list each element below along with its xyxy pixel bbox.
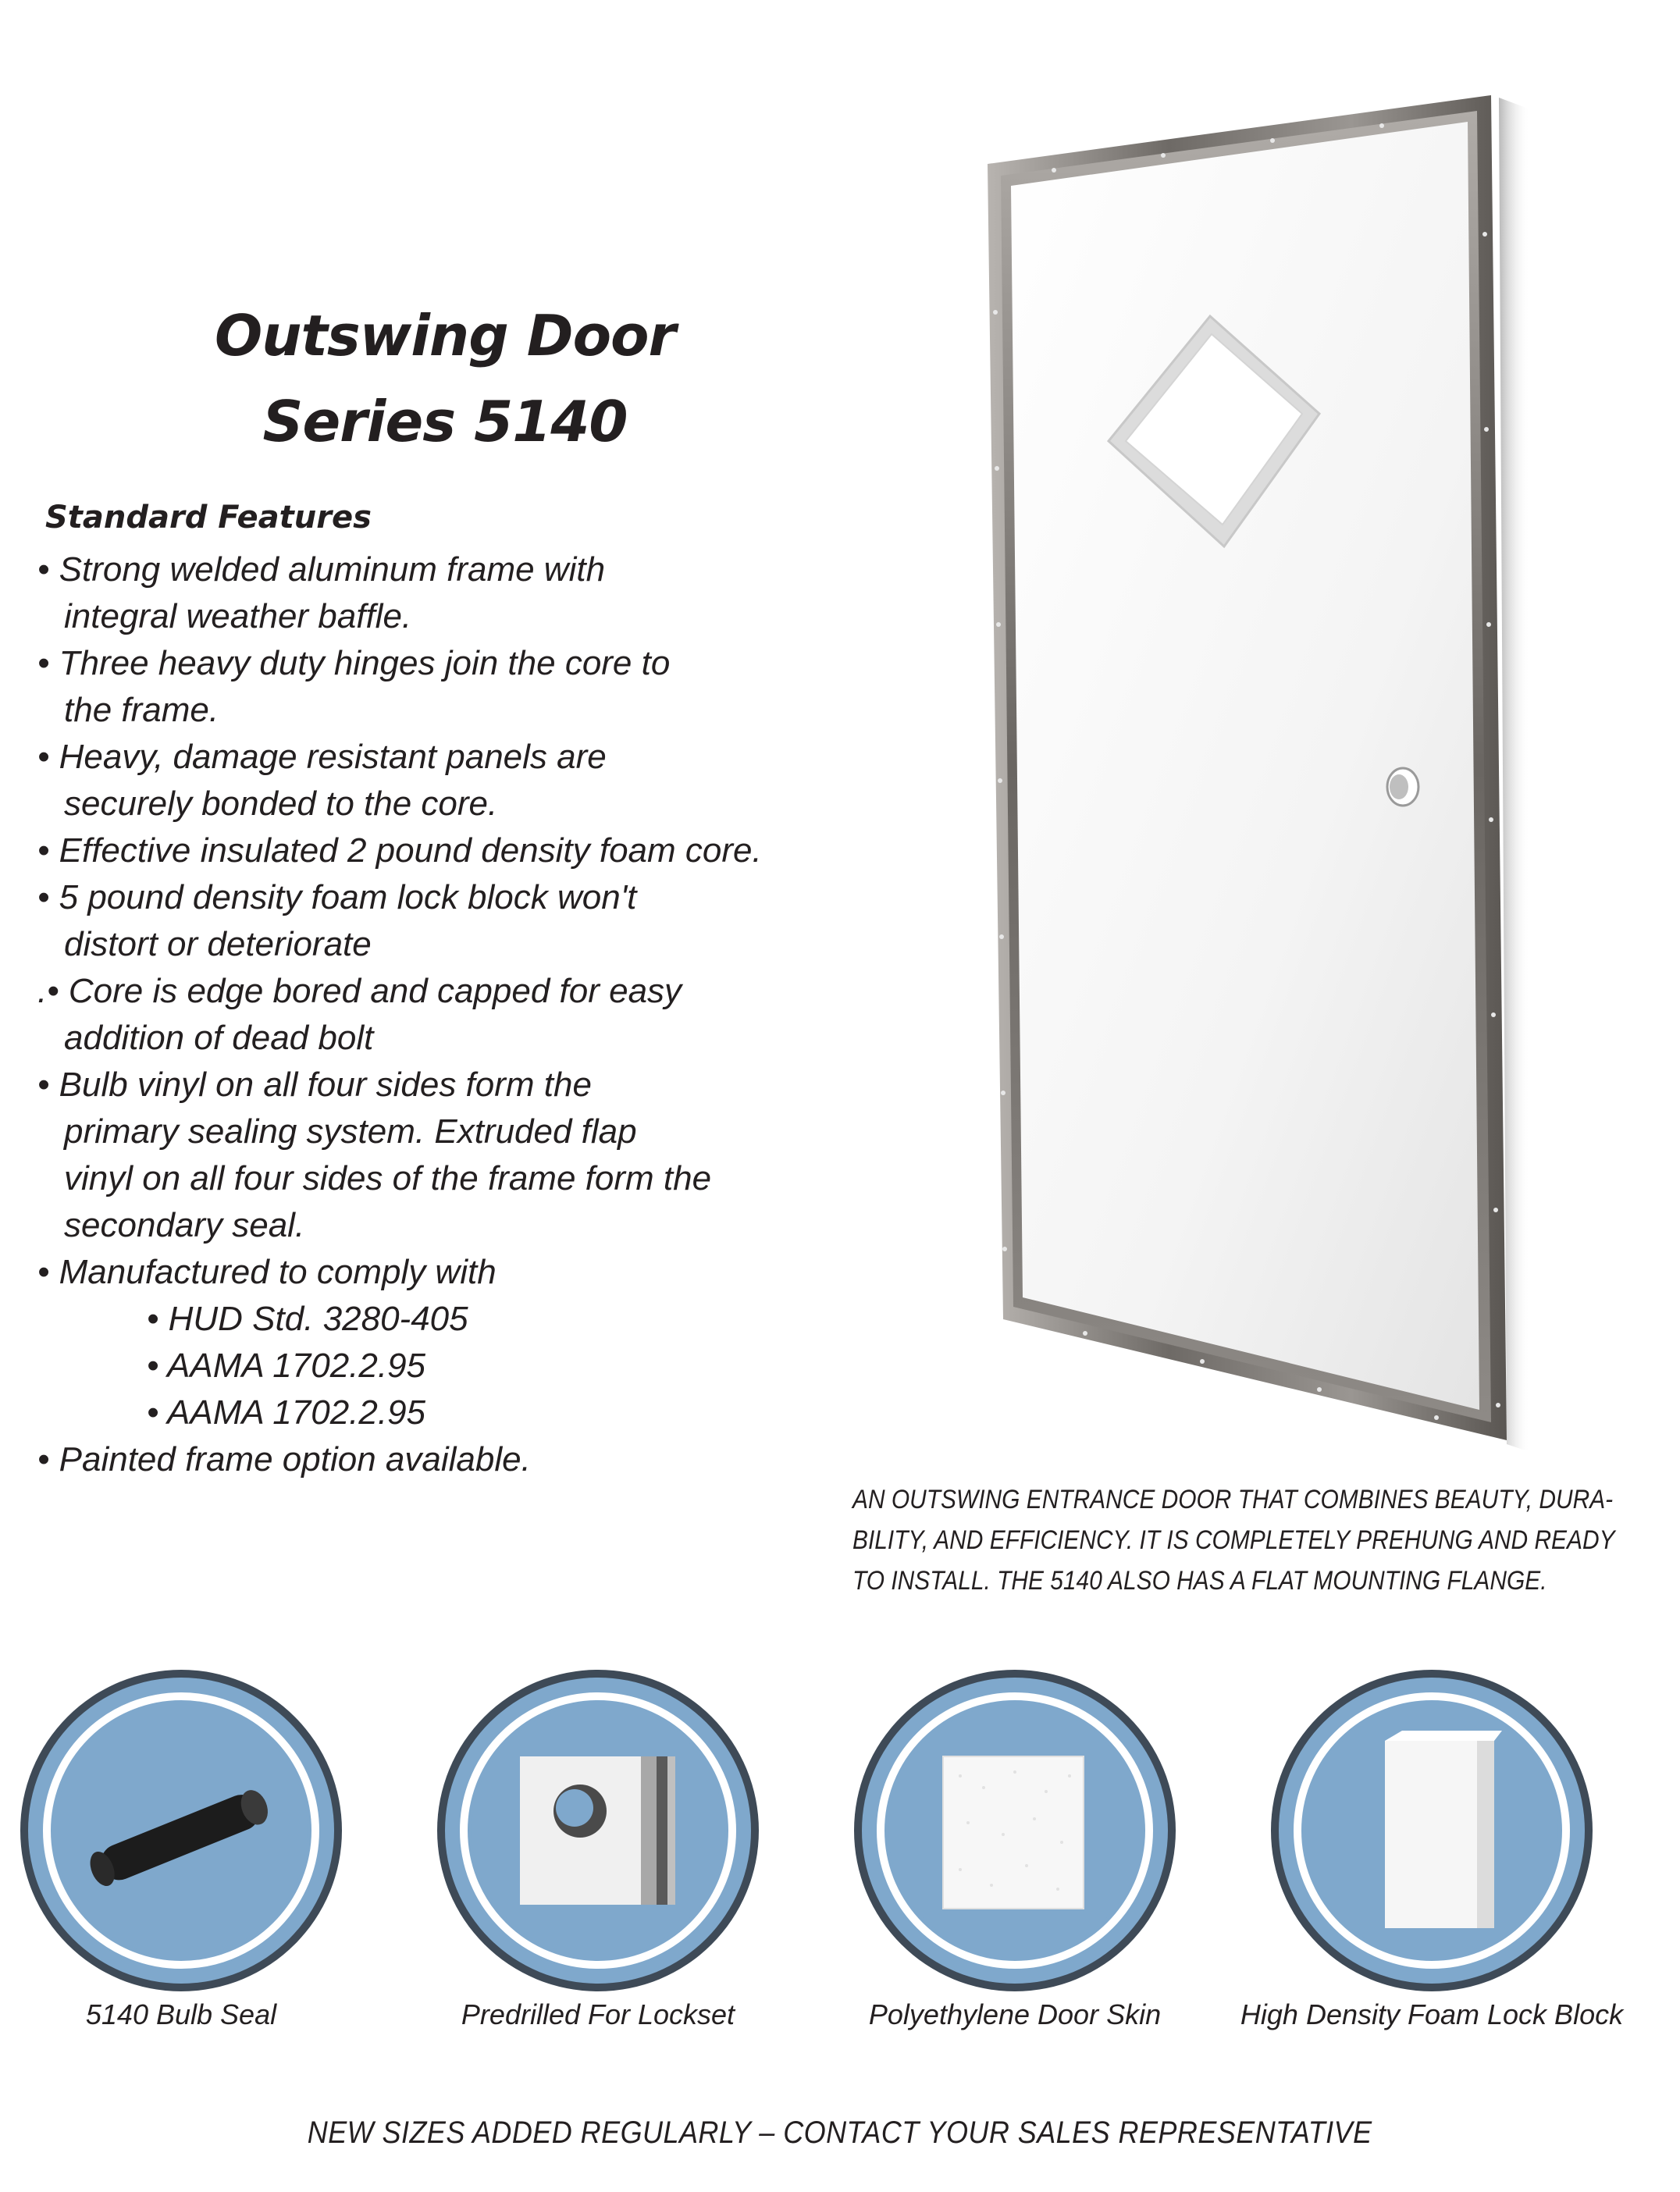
caption-line: TO INSTALL. THE 5140 ALSO HAS A FLAT MOUNTING FLANGE. bbox=[852, 1566, 1547, 1596]
feature-line: • Heavy, damage resistant panels are bbox=[37, 738, 607, 776]
page-title-line-2: Series 5140 bbox=[262, 389, 628, 454]
caption-line: BILITY, AND EFFICIENCY. IT IS COMPLETELY PREHUNG AND READY bbox=[852, 1525, 1615, 1555]
feature-line: distort or deteriorate bbox=[64, 925, 372, 963]
features-heading: Standard Features bbox=[45, 500, 372, 536]
badge-label-foam-lock-block: High Density Foam Lock Block bbox=[1240, 1998, 1624, 2030]
badge-label-predrilled-lockset: Predrilled For Lockset bbox=[461, 1998, 735, 2030]
feature-line: the frame. bbox=[64, 691, 219, 729]
door-panel bbox=[1011, 122, 1479, 1410]
feature-line: • HUD Std. 3280-405 bbox=[147, 1300, 468, 1338]
door-illustration bbox=[968, 78, 1530, 1468]
feature-line: • Three heavy duty hinges join the core to bbox=[37, 644, 671, 682]
feature-line: .• Core is edge bored and capped for easy bbox=[37, 972, 682, 1010]
feature-line: • Effective insulated 2 pound density foam core. bbox=[37, 831, 762, 870]
feature-line: • Manufactured to comply with bbox=[37, 1253, 497, 1291]
badge-label-bulb-seal: 5140 Bulb Seal bbox=[85, 1998, 277, 2030]
badge-foam-lock-block bbox=[1268, 1667, 1596, 1995]
footer-text: NEW SIZES ADDED REGULARLY – CONTACT YOUR SALES REPRESENTATIVE bbox=[308, 2115, 1372, 2150]
feature-line: • 5 pound density foam lock block won't bbox=[37, 878, 637, 916]
feature-line: • AAMA 1702.2.95 bbox=[147, 1347, 426, 1385]
feature-line: • Painted frame option available. bbox=[37, 1440, 531, 1479]
feature-line: addition of dead bolt bbox=[64, 1019, 374, 1057]
bulb-seal-icon bbox=[17, 1667, 345, 1995]
feature-line: vinyl on all four sides of the frame form the bbox=[64, 1159, 712, 1197]
feature-line: securely bonded to the core. bbox=[64, 785, 498, 823]
feature-line: integral weather baffle. bbox=[64, 597, 412, 635]
badge-bulb-seal bbox=[17, 1667, 345, 1995]
page-title-line-1: Outswing Door bbox=[215, 303, 675, 368]
badge-label-door-skin: Polyethylene Door Skin bbox=[868, 1998, 1162, 2030]
feature-line: • AAMA 1702.2.95 bbox=[147, 1393, 426, 1432]
product-caption bbox=[852, 1479, 1615, 1601]
door-image bbox=[968, 78, 1530, 1468]
foam-lock-block-icon bbox=[1268, 1667, 1596, 1995]
feature-line: primary sealing system. Extruded flap bbox=[64, 1112, 637, 1151]
feature-line: • Bulb vinyl on all four sides form the bbox=[37, 1066, 592, 1104]
door-skin-icon bbox=[851, 1667, 1179, 1995]
footer-note bbox=[0, 2115, 1680, 2151]
badge-door-skin bbox=[851, 1667, 1179, 1995]
predrilled-lockset-icon bbox=[434, 1667, 762, 1995]
features-list bbox=[37, 546, 787, 1483]
feature-line: secondary seal. bbox=[64, 1206, 305, 1244]
caption-line: AN OUTSWING ENTRANCE DOOR THAT COMBINES BEAUTY, DURA- bbox=[852, 1485, 1614, 1514]
feature-line: • Strong welded aluminum frame with bbox=[37, 550, 606, 589]
badge-predrilled-lockset bbox=[434, 1667, 762, 1995]
